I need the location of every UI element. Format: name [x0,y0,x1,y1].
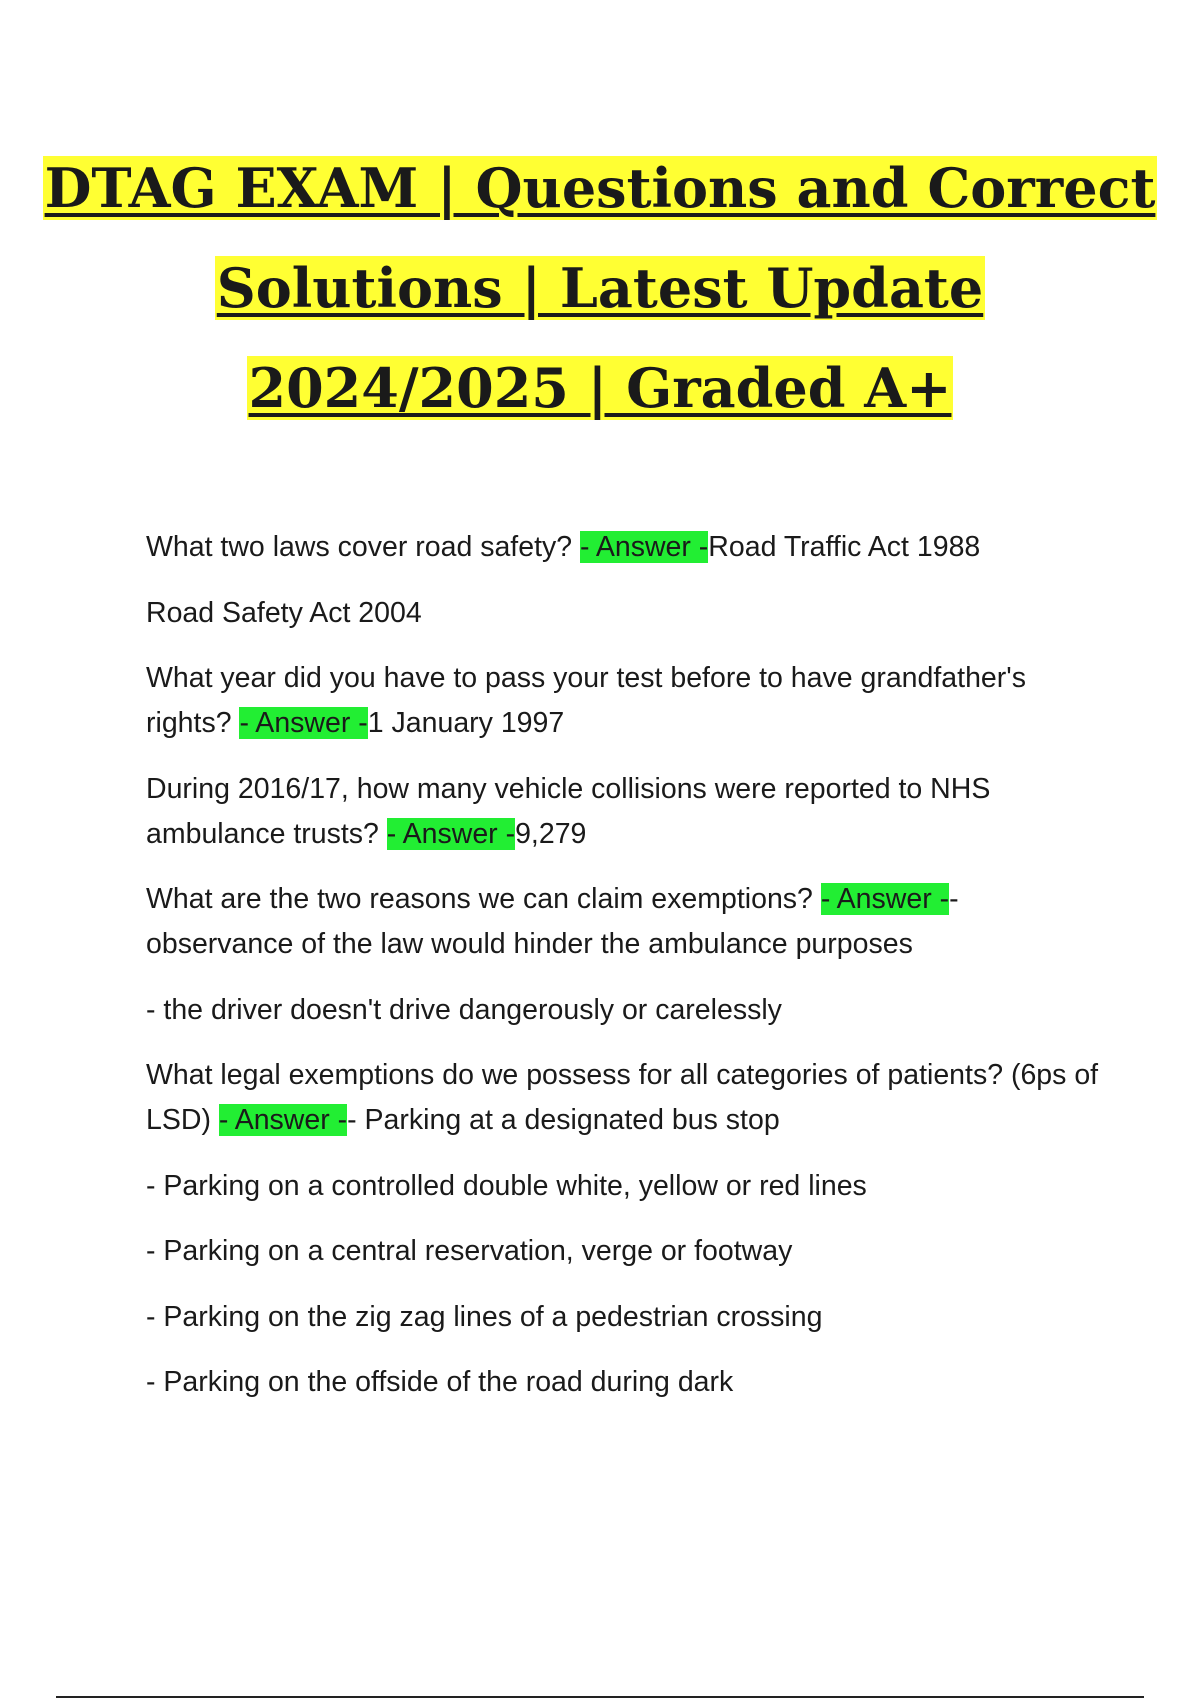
question-text: What two laws cover road safety? [146,531,581,563]
answer-marker: - Answer - [820,883,950,915]
qa-item-3 [146,767,1106,857]
title-line-2: Solutions | Latest Update [216,256,984,320]
qa-item-1 [146,525,1106,570]
answer-text: 1 January 1997 [367,707,565,739]
question-text: What year did you have to pass your test before to have grandfather's rights? [146,662,1026,739]
qa-item-5 [146,1053,1106,1143]
answer-text: - Parking at a designated bus stop [347,1104,780,1136]
answer-text: - observance of the law would hinder the ambulance purposes [146,883,959,960]
title-line-3: 2024/2025 | Graded A+ [248,356,952,420]
question-text: What are the two reasons we can claim exemptions? [146,883,821,915]
question-text: During 2016/17, how many vehicle collisions were reported to NHS ambulance trusts? [146,772,991,850]
answer-marker: - Answer - [218,1104,348,1136]
document-title [0,138,1200,438]
answer-continuation: Road Safety Act 2004 [146,596,422,629]
answer-continuation: - the driver doesn't drive dangerously or carelessly [146,993,782,1026]
answer-marker: - Answer - [580,531,709,563]
answer-text: 9,279 [515,817,587,850]
qa-item-4 [146,877,1106,967]
answer-continuation: - Parking on a central reservation, verge or footway [146,1235,793,1267]
answer-marker: - Answer - [239,707,368,739]
qa-list [146,525,1106,1426]
question-text: What legal exemptions do we possess for all categories of patients? (6ps of LSD) [146,1059,1099,1136]
answer-continuation: - Parking on the offside of the road during dark [146,1366,734,1398]
answer-continuation: - Parking on a controlled double white, yellow or red lines [146,1169,867,1202]
answer-marker: - Answer - [386,817,516,850]
title-line-1: DTAG EXAM | Questions and Correct [44,156,1156,220]
answer-continuation: - Parking on the zig zag lines of a pedestrian crossing [146,1300,823,1333]
qa-item-2 [146,656,1106,746]
footer-divider [56,1696,1144,1698]
answer-text: Road Traffic Act 1988 [708,531,981,563]
